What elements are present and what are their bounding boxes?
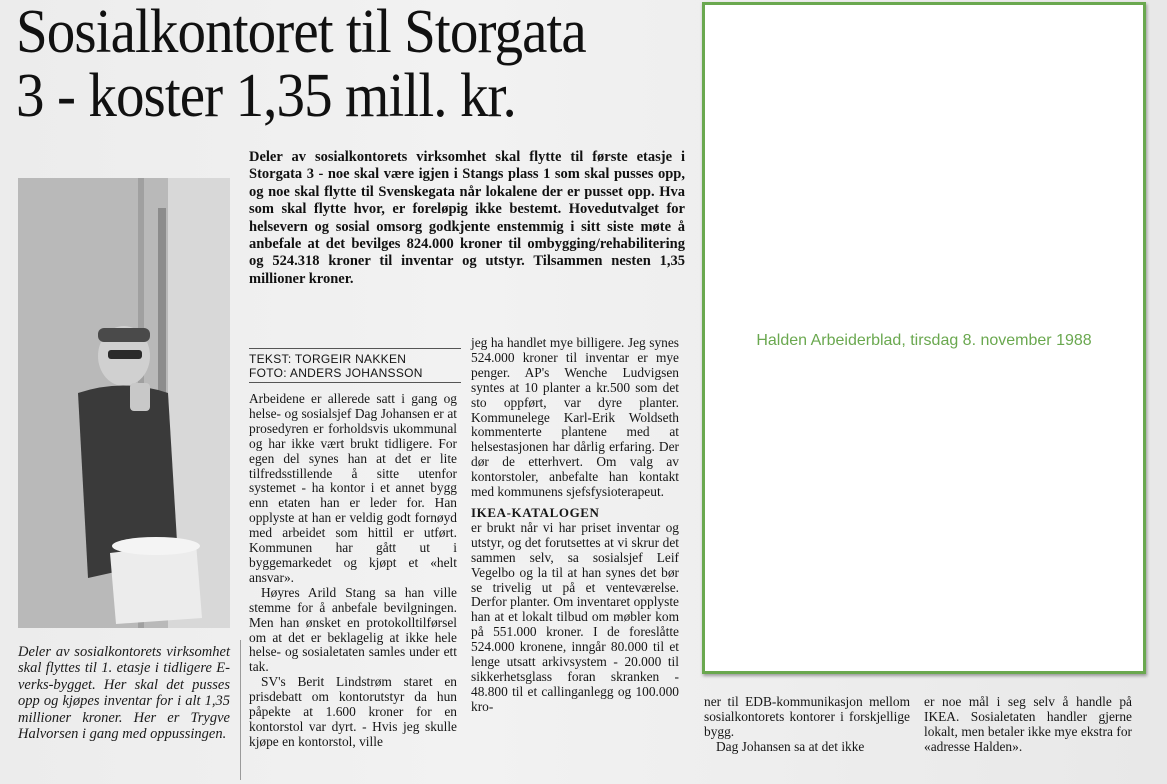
column-1-paragraph-3: SV's Berit Lindstrøm staret en prisdebatt om kontorutstyr da hun påpekte at 1.600 kroner for en kontorstol var dyrt. - Hvis jeg skulle kjøpe en kontorstol, ville xyxy=(249,674,457,749)
column-4-paragraph-1: er noe mål i seg selv å handle på IKEA. Sosialetaten handler gjerne lokalt, men betaler ikke mye ekstra for «adresse Halden». xyxy=(924,694,1132,754)
column-1-paragraph-1: Arbeidene er allerede satt i gang og helse- og sosialsjef Dag Johansen er at prosedyren er forholdsvis ukommunal og har ikke vært brukt tidligere. For egen del synes han at det er lite tilfredsstillende å sitte utenfor systemet - ha kontor i et annet bygg enn etaten han er leder for. Han opplyste at han er veldig godt fornøyd med arbeidet som hittil er utført. Kommunen har gått ut i byggemarkedet og kjøpt et «helt ansvar». xyxy=(249,391,457,585)
headline-line-1: Sosialkontoret til Storgata xyxy=(16,0,586,66)
article-column-4 xyxy=(924,695,1132,755)
article-lead: Deler av sosialkontorets virksomhet skal flytte til første etasje i Storgata 3 - noe skal være igjen i Stangs plass 1 som skal pusses opp, og noe skal flytte til Svenskegata når lokalene der er pusset opp. Hva som skal flytte hvor, er foreløpig ikke bestemt. Hovedutvalget for helsevern og sosial omsorg godkjente enstemmig i sitt siste møte å anbefale at det bevilges 824.000 kroner til ombygging/rehabilitering og 524.318 kroner til inventar og utstyr. Tilsammen nesten 1,35 millioner kroner. xyxy=(249,149,685,287)
column-3-paragraph-2: Dag Johansen sa at det ikke xyxy=(716,738,865,754)
photo-bucket-rim xyxy=(112,537,200,555)
photo-worker-glasses xyxy=(108,350,142,359)
photo-caption: Deler av sosialkontorets virksomhet skal flyttes til 1. etasje i tidligere E-verks-bygget. Her skal det pusses opp og kjøpes inventar for i alt 1,35 millioner kroner. Her er Trygve Halvorsen i gang med oppussingen. xyxy=(18,644,230,743)
article-column-3 xyxy=(704,695,910,755)
column-3-paragraph-1: ner til EDB-kommunikasjon mellom sosialkontorets kontorer i forskjellige bygg. xyxy=(704,694,910,739)
column-1-paragraph-2: Høyres Arild Stang sa han ville stemme for å anbefale bevilgningen. Men han ønsket en protokolltilførsel om at det er beklagelig at ikke hele helse- og sosialetaten samles under ett tak. xyxy=(249,584,457,675)
article-headline xyxy=(16,0,642,128)
column-divider xyxy=(240,640,241,780)
article-photo xyxy=(18,178,230,628)
source-note-box xyxy=(702,2,1146,674)
byline-text-author: TEKST: TORGEIR NAKKEN xyxy=(249,352,407,366)
photo-illustration xyxy=(18,178,230,628)
column-2-paragraph-2: er brukt når vi har priset inventar og utstyr, og det forutsettes at vi skrur det sammen selv, sa sosialsjef Leif Vegelbo og la til at han synes det bør se trivelig ut på et venteværelse. Derfor planter. Om inventaret opplyste han at et lokalt tilbud om møbler kom på 551.000 kroner. I de foreslåtte 524.000 kronene, inngår 80.000 til et lenge utsatt arkivsystem - 20.000 til sikkerhetsglass foran skranken - 48.800 til et callinganlegg og 100.000 kro- xyxy=(471,519,679,714)
source-note: Halden Arbeiderblad, tirsdag 8. november 1988 xyxy=(756,332,1092,349)
column-2-paragraph-1: jeg ha handlet mye billigere. Jeg synes 524.000 kroner til inventar er mye penger. AP's Wenche Ludvigsen syntes at 10 planter a kr.500 som det sto oppført, var dyre planter. Kommunelege Karl-Erik Woldseth kommenterte plantene med at helsestasjonen har dårlig erfaring. Der dør de etterhvert. Om valg av kontorstoler, anbefalte han kontakt med kommunens sjefsfysioterapeut. xyxy=(471,335,679,500)
photo-worker-cap xyxy=(98,328,150,342)
headline-line-2: 3 - koster 1,35 mill. kr. xyxy=(16,62,516,130)
article-column-1 xyxy=(249,392,457,750)
article-column-2 xyxy=(471,336,679,715)
byline xyxy=(249,348,461,383)
photo-worker-hand xyxy=(130,383,150,411)
photo-paint-bucket xyxy=(110,543,202,624)
byline-photo-author: FOTO: ANDERS JOHANSSON xyxy=(249,366,423,380)
column-2-subheading: IKEA-KATALOGEN xyxy=(471,504,600,520)
